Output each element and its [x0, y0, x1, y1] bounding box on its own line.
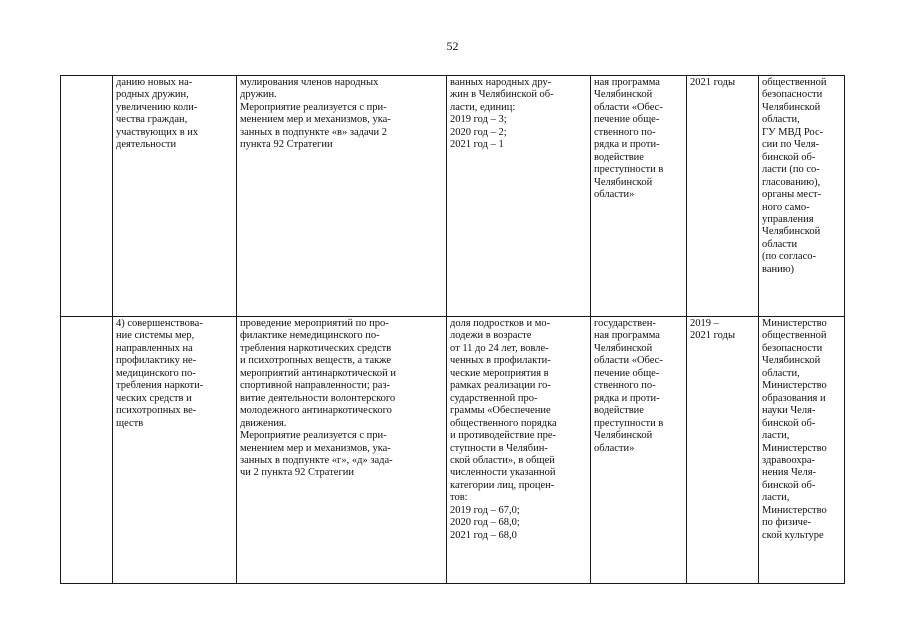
cell-indicator: ванных народных дру- жин в Челябинской об- ласти, единиц: 2019 год – 3; 2020 год – 2; 2021 год – 1 — [447, 76, 591, 317]
cell-executors: общественной безопасности Челябинской области, ГУ МВД Рос- сии по Челя- бинской об- ласти (по со- гласованию), органы мест- ного само- управления Челябинской области (по согласо- ванию) — [759, 76, 845, 317]
cell-task: 4) совершенствова- ние системы мер, направленных на профилактику не- медицинского по- требления наркоти- ческих средств и психотропных ве- ществ — [113, 317, 237, 584]
cell-number — [61, 317, 113, 584]
measures-table — [60, 75, 845, 584]
cell-indicator: доля подростков и мо- лодежи в возрасте от 11 до 24 лет, вовле- ченных в профилакти- ческие мероприятия в рамках реализации го- сударственной про- граммы «Обеспечение общественного порядка и противодействие пре- ступности в Челябин- ской области», в общей численности указанной категории лиц, процен- тов: 2019 год – 67,0; 2020 год – 68,0; 2021 год – 68,0 — [447, 317, 591, 584]
cell-program: ная программа Челябинской области «Обес- печение обще- ственного по- рядка и проти- водействие преступности в Челябинской области» — [591, 76, 687, 317]
cell-executors: Министерство общественной безопасности Челябинской области, Министерство образования и науки Челя- бинской об- ласти, Министерство здравоохра- нения Челя- бинской об- ласти, Министерство по физиче- ской культуре — [759, 317, 845, 584]
cell-years: 2019 – 2021 годы — [687, 317, 759, 584]
table-row — [61, 76, 845, 317]
cell-number — [61, 76, 113, 317]
cell-task: данию новых на- родных дружин, увеличению коли- чества граждан, участвующих в их деятельности — [113, 76, 237, 317]
page-number: 52 — [446, 39, 459, 53]
cell-measure: мулирования членов народных дружин. Мероприятие реализуется с при- менением мер и механизмов, ука- занных в подпункте «в» задачи 2 пункта 92 Стратегии — [237, 76, 447, 317]
cell-years: 2021 годы — [687, 76, 759, 317]
cell-measure: проведение мероприятий по про- филактике немедицинского по- требления наркотических средств и психотропных веществ, а также мероприятий антинаркотической и спортивной направленности; раз- витие деятельности волонтерского молодежного антинаркотического движения. Мероприятие реализуется с при- менением мер и механизмов, ука- занных в подпункте «г», «д» зада- чи 2 пункта 92 Стратегии — [237, 317, 447, 584]
table-row — [61, 317, 845, 584]
cell-program: государствен- ная программа Челябинской области «Обес- печение обще- ственного по- рядка и проти- водействие преступности в Челябинской области» — [591, 317, 687, 584]
